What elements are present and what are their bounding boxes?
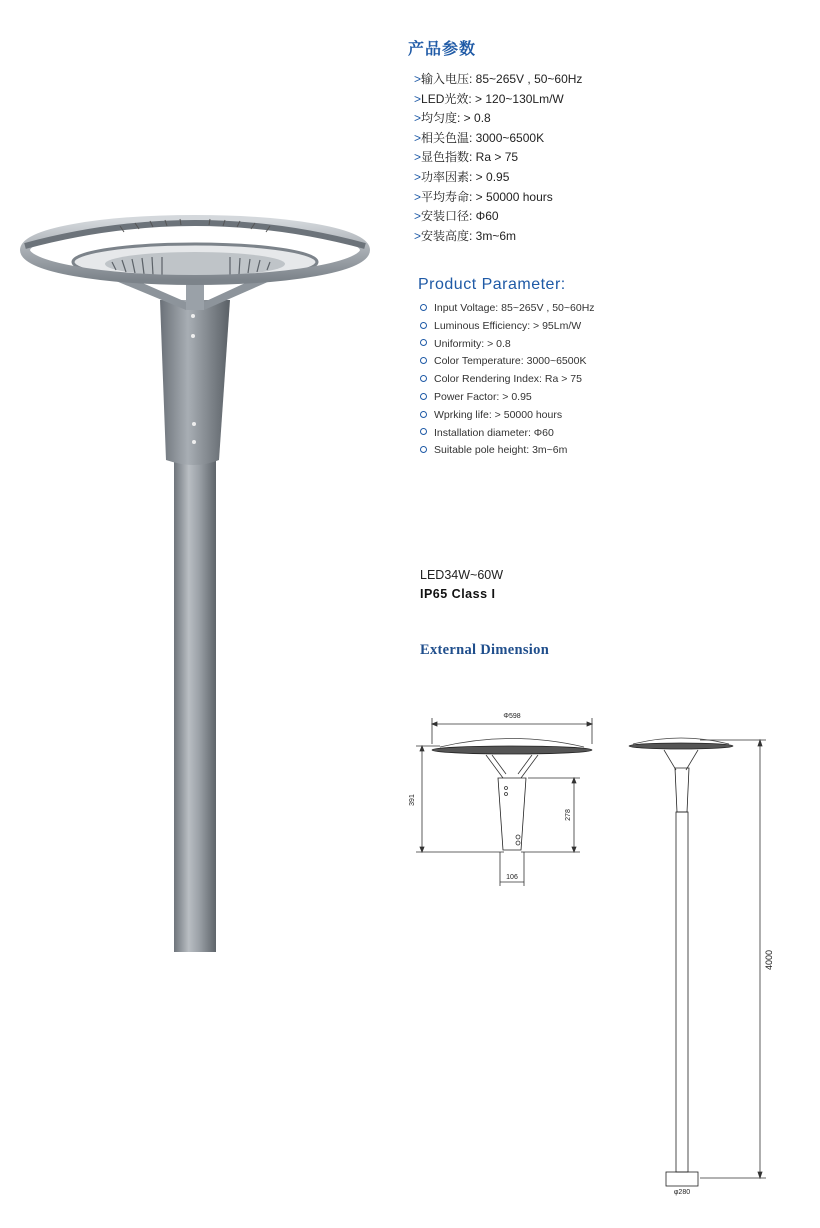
list-item: >安装高度: 3m~6m bbox=[414, 228, 517, 243]
list-item: >功率因素: > 0.95 bbox=[414, 169, 510, 184]
cn-params-title: 产品参数 bbox=[408, 41, 477, 58]
list-item: >安装口径: Φ60 bbox=[414, 209, 499, 224]
total-height-dim-label: 391 bbox=[409, 794, 416, 806]
pole bbox=[174, 455, 216, 952]
list-item: Color Temperature: 3000~6500K bbox=[420, 353, 595, 371]
en-params-list bbox=[420, 300, 595, 460]
base-width-dim-label: 106 bbox=[506, 874, 518, 881]
list-item: Suitable pole height: 3m~6m bbox=[420, 442, 595, 460]
bullet-icon bbox=[420, 428, 427, 435]
bullet-icon bbox=[420, 357, 427, 364]
pole-height-dim-label: 4000 bbox=[764, 949, 774, 971]
list-item: Wprking life: > 50000 hours bbox=[420, 407, 595, 425]
bullet-icon bbox=[420, 322, 427, 329]
bullet-icon bbox=[420, 446, 427, 453]
lamp-product-illustration bbox=[0, 0, 400, 960]
dimension-drawing bbox=[400, 700, 820, 1200]
bullet-icon bbox=[420, 375, 427, 382]
pole-base-dim-label: φ280 bbox=[673, 1189, 691, 1196]
width-dim-label: Φ598 bbox=[503, 713, 521, 720]
list-item: Uniformity: > 0.8 bbox=[420, 336, 595, 354]
list-item: Installation diameter: Φ60 bbox=[420, 425, 595, 443]
en-params-title: Product Parameter: bbox=[418, 276, 566, 293]
cn-params-list bbox=[414, 70, 582, 246]
list-item: Power Factor: > 0.95 bbox=[420, 389, 595, 407]
list-item: >显色指数: Ra > 75 bbox=[414, 150, 519, 165]
list-item: >平均寿命: > 50000 hours bbox=[414, 189, 553, 204]
list-item: >相关色温: 3000~6500K bbox=[414, 130, 545, 145]
list-item: >均匀度: > 0.8 bbox=[414, 111, 491, 126]
rating-label: IP65 Class I bbox=[420, 587, 496, 601]
list-item: Color Rendering Index: Ra > 75 bbox=[420, 371, 595, 389]
bullet-icon bbox=[420, 339, 427, 346]
list-item: Input Voltage: 85~265V , 50~60Hz bbox=[420, 300, 595, 318]
list-item: >输入电压: 85~265V , 50~60Hz bbox=[414, 72, 583, 86]
lamp-body bbox=[160, 300, 230, 465]
list-item: Luminous Efficiency: > 95Lm/W bbox=[420, 318, 595, 336]
bullet-icon bbox=[420, 393, 427, 400]
list-item: >LED光效: > 120~130Lm/W bbox=[414, 91, 564, 106]
body-height-dim-label: 278 bbox=[565, 809, 572, 821]
bullet-icon bbox=[420, 304, 427, 311]
bullet-icon bbox=[420, 411, 427, 418]
model-label: LED34W~60W bbox=[420, 568, 504, 582]
external-dimension-title: External Dimension bbox=[420, 642, 550, 658]
